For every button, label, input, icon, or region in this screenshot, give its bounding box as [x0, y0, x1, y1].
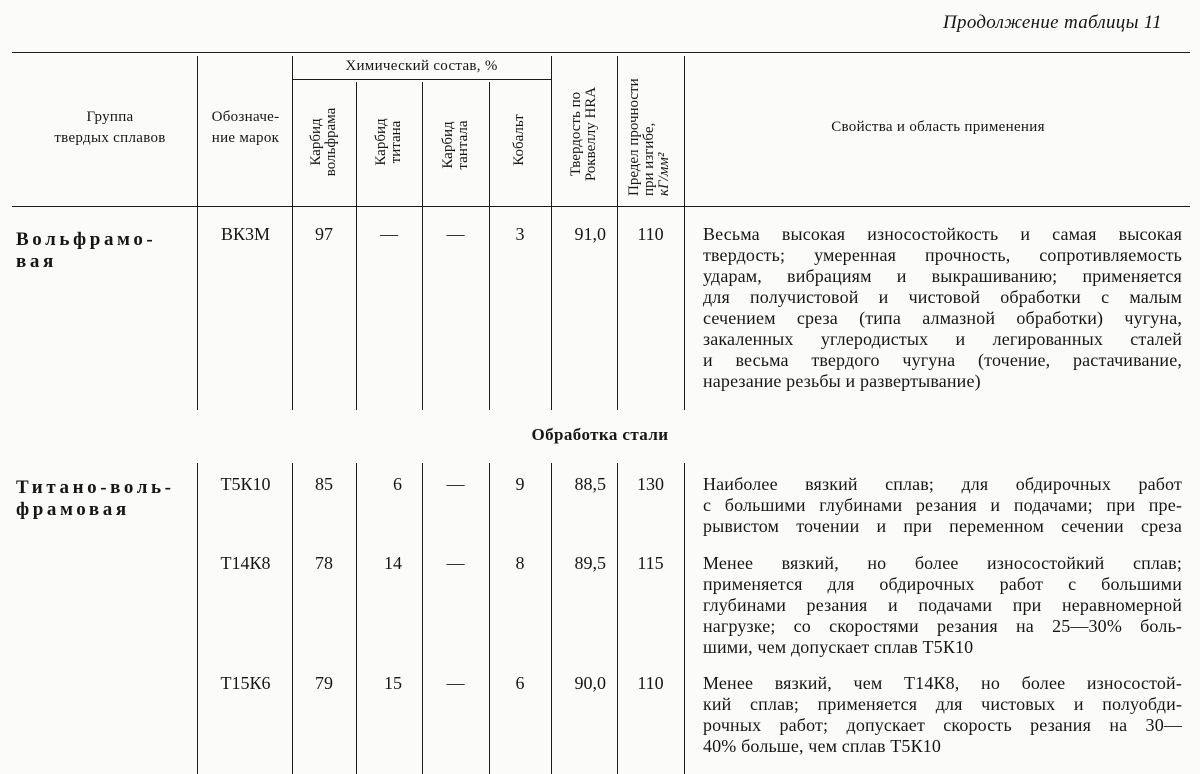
hra-cell: 90,0	[574, 673, 606, 693]
co-cell: 3	[515, 224, 525, 244]
col-divider	[422, 82, 423, 410]
properties-description: Менее вязкий, но более износостойкий сплав; применяется для обдирочных работ с большими глубинами резания и подачами при неравномерной нагрузке; со скоростями резания на 25—30% боль- шими, чем допускает сплав Т5К10	[703, 553, 1182, 657]
group-name-tungsten: Вольфрамо- вая	[16, 229, 157, 272]
col-divider	[356, 463, 357, 774]
tac-cell: —	[446, 224, 465, 244]
co-cell: 6	[515, 673, 525, 693]
col-divider	[684, 56, 685, 410]
properties-description: Весьма высокая износостойкость и самая высокая твердость; умеренная прочность, сопротивляемость ударам, вибрациям и выкрашиванию; применяется для получистовой и чистовой обработки с малым сечением среза (типа алмазной обработки) чугуна, закаленных углеродистых и легированных сталей и весьма твердого чугуна (точение, растачивание, нарезание резьбы и развертывание)	[703, 224, 1182, 391]
tac-cell: —	[446, 673, 465, 693]
header-hra: Твердость по Роквеллу HRA	[568, 86, 599, 182]
co-cell: 9	[515, 474, 525, 494]
col-divider	[197, 56, 198, 410]
group-name-titanium-tungsten: Титано-воль- фрамовая	[16, 477, 175, 520]
co-cell: 8	[515, 553, 525, 573]
col-divider	[292, 463, 293, 774]
tic-cell: 6	[393, 474, 402, 494]
hra-cell: 88,5	[574, 474, 606, 494]
chem-header-rule	[292, 79, 551, 80]
header-tic: Карбид титана	[373, 118, 404, 166]
header-props: Свойства и область применения	[831, 119, 1045, 135]
tic-cell: —	[380, 224, 398, 244]
col-divider	[551, 463, 552, 774]
tac-cell: —	[446, 474, 465, 494]
wc-cell: 97	[315, 224, 333, 244]
wc-cell: 78	[315, 553, 333, 573]
header-group: Группа твердых сплавов	[54, 109, 166, 146]
header-bottom-rule	[12, 206, 1190, 207]
table-caption: Продолжение таблицы 11	[943, 12, 1162, 33]
header-strength: Предел прочности при изгибе, кГ/мм²	[626, 78, 672, 196]
col-divider	[356, 82, 357, 410]
mark-cell: Т15К6	[220, 673, 271, 693]
mark-cell: ВК3М	[220, 224, 271, 244]
tic-cell: 15	[384, 673, 402, 693]
header-wc: Карбид вольфрама	[308, 107, 339, 177]
col-divider	[197, 463, 198, 774]
wc-cell: 85	[315, 474, 333, 494]
properties-description: Менее вязкий, чем Т14К8, но более износостой- кий сплав; применяется для чистовых и полуобди- рочных работ; допускает скорость резания на 30— 40% больше, чем сплав Т5К10	[703, 673, 1182, 756]
mark-cell: Т14К8	[220, 553, 271, 573]
header-co: Кобальт	[511, 114, 527, 166]
tic-cell: 14	[384, 553, 402, 573]
col-divider	[617, 463, 618, 774]
col-divider	[489, 82, 490, 410]
tac-cell: —	[446, 553, 465, 573]
header-tac: Карбид тантала	[440, 120, 471, 170]
hra-cell: 91,0	[574, 224, 606, 244]
section-heading: Обработка стали	[531, 425, 669, 444]
header-chem: Химический состав, %	[345, 58, 498, 74]
col-divider	[422, 463, 423, 774]
strength-cell: 110	[637, 224, 664, 244]
col-divider	[489, 463, 490, 774]
strength-cell: 110	[637, 673, 664, 693]
col-divider	[684, 463, 685, 774]
strength-cell: 130	[637, 474, 664, 494]
table-top-rule	[12, 52, 1190, 53]
header-marks: Обозначе- ние марок	[211, 109, 280, 146]
properties-description: Наиболее вязкий сплав; для обдирочных работ с большими глубинами резания и подачами; при пре- рывистом точении и при переменном сечении среза	[703, 474, 1182, 536]
wc-cell: 79	[315, 673, 333, 693]
mark-cell: Т5К10	[220, 474, 271, 494]
strength-cell: 115	[637, 553, 664, 573]
hra-cell: 89,5	[574, 553, 606, 573]
